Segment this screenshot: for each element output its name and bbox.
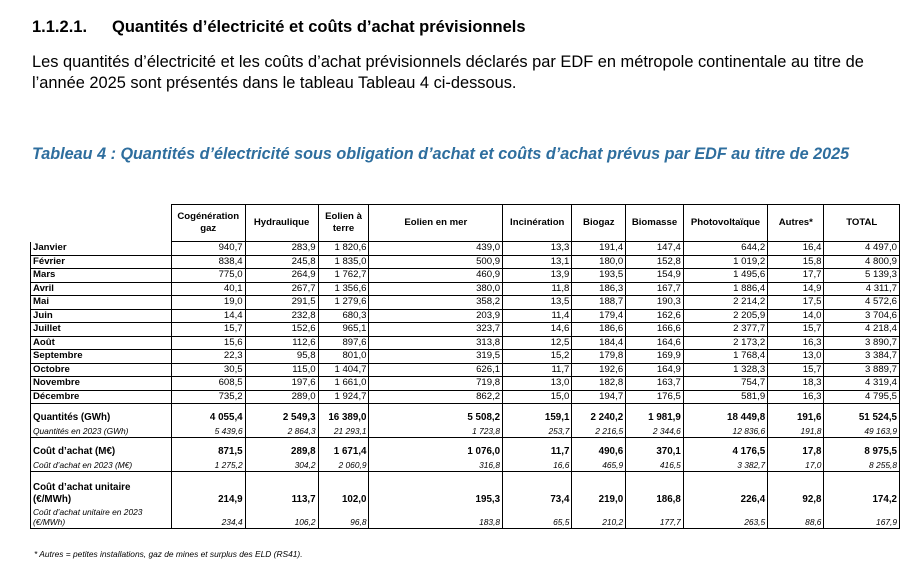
cell-value: 490,6 [572, 446, 626, 459]
cell-value: 380,0 [369, 282, 503, 296]
cell-value: 838,4 [171, 255, 245, 269]
cell-value: 214,9 [171, 480, 245, 506]
cell-value: 1 981,9 [626, 412, 684, 425]
cell-value: 1 820,6 [318, 242, 369, 256]
cell-value: 2 205,9 [683, 309, 767, 323]
cell-value: 1 275,2 [171, 459, 245, 472]
quantites-2023-label: Quantités en 2023 (GWh) [31, 425, 172, 438]
cell-value: 226,4 [683, 480, 767, 506]
spacer-cell [31, 404, 172, 413]
month-label: Octobre [31, 363, 172, 377]
cell-value: 191,8 [768, 425, 824, 438]
month-label: Avril [31, 282, 172, 296]
cout_unitaire-row [31, 480, 900, 506]
cell-value: 439,0 [369, 242, 503, 256]
cell-value: 370,1 [626, 446, 684, 459]
spacer-cell [31, 438, 172, 447]
intro-paragraph: Les quantités d’électricité et les coûts d’achat prévisionnels déclarés par EDF en métropole continentale au titre de l’année 2025 sont présentés dans le tableau Tableau 4 ci-dessous. [32, 53, 864, 92]
cell-value: 4 497,0 [824, 242, 900, 256]
cell-value: 14,6 [503, 323, 572, 337]
cell-value: 3 382,7 [683, 459, 767, 472]
cell-value: 186,8 [626, 480, 684, 506]
cell-value: 159,1 [503, 412, 572, 425]
month-label: Août [31, 336, 172, 350]
cell-value: 15,6 [171, 336, 245, 350]
cout-row [31, 446, 900, 459]
month-label: Juillet [31, 323, 172, 337]
cell-value: 8 975,5 [824, 446, 900, 459]
quantites-2023-row [31, 425, 900, 438]
cell-value: 179,4 [572, 309, 626, 323]
cell-value: 1 762,7 [318, 269, 369, 283]
cell-value: 154,9 [626, 269, 684, 283]
cell-value: 862,2 [369, 390, 503, 404]
cout-2023-label: Coût d’achat en 2023 (M€) [31, 459, 172, 472]
spacer-cell [245, 404, 318, 413]
cell-value: 73,4 [503, 480, 572, 506]
cell-value: 49 163,9 [824, 425, 900, 438]
cell-value: 18 449,8 [683, 412, 767, 425]
month-label: Mai [31, 296, 172, 310]
cell-value: 8 255,8 [824, 459, 900, 472]
cell-value: 166,6 [626, 323, 684, 337]
cell-value: 190,3 [626, 296, 684, 310]
cell-value: 152,6 [245, 323, 318, 337]
cell-value: 115,0 [245, 363, 318, 377]
cell-value: 65,5 [503, 506, 572, 529]
cell-value: 169,9 [626, 350, 684, 364]
col-header: Hydraulique [245, 205, 318, 242]
cell-value: 12,5 [503, 336, 572, 350]
spacer-cell [572, 404, 626, 413]
cout_unitaire-2023-label: Coût d’achat unitaire en 2023 (€/MWh) [31, 506, 172, 529]
cell-value: 416,5 [626, 459, 684, 472]
cell-value: 18,3 [768, 377, 824, 391]
cell-value: 95,8 [245, 350, 318, 364]
cell-value: 358,2 [369, 296, 503, 310]
cell-value: 965,1 [318, 323, 369, 337]
cell-value: 15,7 [768, 323, 824, 337]
cell-value: 19,0 [171, 296, 245, 310]
cell-value: 177,7 [626, 506, 684, 529]
cout-label: Coût d’achat (M€) [31, 446, 172, 459]
cell-value: 289,0 [245, 390, 318, 404]
cell-value: 88,6 [768, 506, 824, 529]
cell-value: 92,8 [768, 480, 824, 506]
cell-value: 11,7 [503, 446, 572, 459]
spacer-cell [626, 404, 684, 413]
cell-value: 644,2 [683, 242, 767, 256]
cell-value: 191,6 [768, 412, 824, 425]
section-number: 1.1.2.1. [32, 18, 88, 36]
spacer-row [31, 472, 900, 481]
cell-value: 17,8 [768, 446, 824, 459]
cout_unitaire-label: Coût d’achat unitaire (€/MWh) [31, 480, 172, 506]
cell-value: 163,7 [626, 377, 684, 391]
cell-value: 15,8 [768, 255, 824, 269]
month-label: Février [31, 255, 172, 269]
spacer-cell [318, 438, 369, 447]
cell-value: 16,6 [503, 459, 572, 472]
month-label: Septembre [31, 350, 172, 364]
cell-value: 897,6 [318, 336, 369, 350]
cell-value: 184,4 [572, 336, 626, 350]
cell-value: 2 240,2 [572, 412, 626, 425]
cell-value: 719,8 [369, 377, 503, 391]
cell-value: 245,8 [245, 255, 318, 269]
cell-value: 14,4 [171, 309, 245, 323]
cell-value: 1 661,0 [318, 377, 369, 391]
cell-value: 940,7 [171, 242, 245, 256]
cell-value: 680,3 [318, 309, 369, 323]
cell-value: 13,1 [503, 255, 572, 269]
section-heading [32, 18, 526, 37]
cell-value: 51 524,5 [824, 412, 900, 425]
cell-value: 16,3 [768, 390, 824, 404]
cell-value: 2 214,2 [683, 296, 767, 310]
cell-value: 263,5 [683, 506, 767, 529]
cell-value: 1 886,4 [683, 282, 767, 296]
cell-value: 1 019,2 [683, 255, 767, 269]
cell-value: 11,8 [503, 282, 572, 296]
spacer-cell [683, 472, 767, 481]
table-row [31, 363, 900, 377]
quantites-row [31, 412, 900, 425]
spacer-cell [768, 438, 824, 447]
cell-value: 2 060,9 [318, 459, 369, 472]
spacer-cell [31, 472, 172, 481]
cell-value: 30,5 [171, 363, 245, 377]
cell-value: 15,2 [503, 350, 572, 364]
cell-value: 316,8 [369, 459, 503, 472]
col-header: Eolien à terre [318, 205, 369, 242]
cell-value: 304,2 [245, 459, 318, 472]
cell-value: 264,9 [245, 269, 318, 283]
cell-value: 319,5 [369, 350, 503, 364]
cell-value: 323,7 [369, 323, 503, 337]
table-row [31, 377, 900, 391]
cell-value: 465,9 [572, 459, 626, 472]
spacer-cell [683, 438, 767, 447]
cell-value: 191,4 [572, 242, 626, 256]
spacer-cell [768, 472, 824, 481]
cell-value: 608,5 [171, 377, 245, 391]
cell-value: 267,7 [245, 282, 318, 296]
cell-value: 4 800,9 [824, 255, 900, 269]
cell-value: 210,2 [572, 506, 626, 529]
cell-value: 1 279,6 [318, 296, 369, 310]
cell-value: 21 293,1 [318, 425, 369, 438]
spacer-cell [171, 472, 245, 481]
cell-value: 14,0 [768, 309, 824, 323]
cell-value: 4 319,4 [824, 377, 900, 391]
cell-value: 188,7 [572, 296, 626, 310]
table-row [31, 350, 900, 364]
cell-value: 4 055,4 [171, 412, 245, 425]
cell-value: 2 173,2 [683, 336, 767, 350]
cell-value: 1 671,4 [318, 446, 369, 459]
table-row [31, 296, 900, 310]
cell-value: 1 404,7 [318, 363, 369, 377]
spacer-cell [369, 404, 503, 413]
cell-value: 192,6 [572, 363, 626, 377]
cell-value: 12 836,6 [683, 425, 767, 438]
cell-value: 4 795,5 [824, 390, 900, 404]
section-title: Quantités d’électricité et coûts d’achat prévisionnels [112, 18, 526, 36]
cell-value: 1 924,7 [318, 390, 369, 404]
table-header-row [31, 205, 900, 242]
col-header: Incinération [503, 205, 572, 242]
spacer-cell [824, 438, 900, 447]
cell-value: 96,8 [318, 506, 369, 529]
col-header: TOTAL [824, 205, 900, 242]
cell-value: 1 495,6 [683, 269, 767, 283]
table-row [31, 242, 900, 256]
spacer-cell [171, 404, 245, 413]
cell-value: 5 439,6 [171, 425, 245, 438]
cell-value: 147,4 [626, 242, 684, 256]
cell-value: 283,9 [245, 242, 318, 256]
cell-value: 179,8 [572, 350, 626, 364]
cell-value: 186,3 [572, 282, 626, 296]
table-row [31, 309, 900, 323]
cell-value: 1 835,0 [318, 255, 369, 269]
cell-value: 754,7 [683, 377, 767, 391]
spacer-cell [369, 472, 503, 481]
cell-value: 16 389,0 [318, 412, 369, 425]
col-header: Biogaz [572, 205, 626, 242]
spacer-cell [245, 438, 318, 447]
cell-value: 3 384,7 [824, 350, 900, 364]
table-row [31, 269, 900, 283]
cell-value: 4 218,4 [824, 323, 900, 337]
cell-value: 186,6 [572, 323, 626, 337]
spacer-row [31, 438, 900, 447]
spacer-cell [824, 472, 900, 481]
cell-value: 626,1 [369, 363, 503, 377]
cell-value: 16,4 [768, 242, 824, 256]
cell-value: 195,3 [369, 480, 503, 506]
spacer-cell [626, 472, 684, 481]
cell-value: 1 076,0 [369, 446, 503, 459]
cell-value: 4 176,5 [683, 446, 767, 459]
cell-value: 11,7 [503, 363, 572, 377]
cell-value: 1 328,3 [683, 363, 767, 377]
monthly-rows [31, 242, 900, 404]
cell-value: 2 344,6 [626, 425, 684, 438]
month-label: Mars [31, 269, 172, 283]
cell-value: 13,5 [503, 296, 572, 310]
col-header: Biomasse [626, 205, 684, 242]
table-row [31, 323, 900, 337]
cell-value: 2 216,5 [572, 425, 626, 438]
cell-value: 13,0 [768, 350, 824, 364]
month-label: Juin [31, 309, 172, 323]
table-footnote: * Autres = petites installations, gaz de mines et surplus des ELD (RS41). [34, 549, 303, 559]
cell-value: 15,0 [503, 390, 572, 404]
spacer-cell [171, 438, 245, 447]
cell-value: 313,8 [369, 336, 503, 350]
spacer-cell [626, 438, 684, 447]
cell-value: 22,3 [171, 350, 245, 364]
cell-value: 17,7 [768, 269, 824, 283]
cell-value: 17,0 [768, 459, 824, 472]
cell-value: 15,7 [171, 323, 245, 337]
cell-value: 162,6 [626, 309, 684, 323]
cell-value: 176,5 [626, 390, 684, 404]
cell-value: 289,8 [245, 446, 318, 459]
cell-value: 253,7 [503, 425, 572, 438]
cell-value: 234,4 [171, 506, 245, 529]
header-blank [31, 205, 172, 242]
cell-value: 2 377,7 [683, 323, 767, 337]
cell-value: 183,8 [369, 506, 503, 529]
cell-value: 17,5 [768, 296, 824, 310]
cell-value: 14,9 [768, 282, 824, 296]
spacer-cell [768, 404, 824, 413]
cell-value: 775,0 [171, 269, 245, 283]
cell-value: 164,6 [626, 336, 684, 350]
cell-value: 15,7 [768, 363, 824, 377]
spacer-cell [503, 438, 572, 447]
cell-value: 152,8 [626, 255, 684, 269]
spacer-cell [318, 404, 369, 413]
cell-value: 801,0 [318, 350, 369, 364]
cell-value: 197,6 [245, 377, 318, 391]
table-row [31, 282, 900, 296]
cout_unitaire-2023-row [31, 506, 900, 529]
purchase-table [30, 204, 900, 529]
spacer-cell [245, 472, 318, 481]
month-label: Novembre [31, 377, 172, 391]
cell-value: 13,3 [503, 242, 572, 256]
cell-value: 1 723,8 [369, 425, 503, 438]
cell-value: 180,0 [572, 255, 626, 269]
col-header: Eolien en mer [369, 205, 503, 242]
cell-value: 219,0 [572, 480, 626, 506]
cell-value: 167,7 [626, 282, 684, 296]
spacer-cell [683, 404, 767, 413]
col-header: Autres* [768, 205, 824, 242]
cell-value: 194,7 [572, 390, 626, 404]
cell-value: 581,9 [683, 390, 767, 404]
spacer-cell [572, 472, 626, 481]
col-header: Cogénération gaz [171, 205, 245, 242]
month-label: Décembre [31, 390, 172, 404]
cell-value: 4 311,7 [824, 282, 900, 296]
cell-value: 5 508,2 [369, 412, 503, 425]
cell-value: 2 864,3 [245, 425, 318, 438]
cell-value: 40,1 [171, 282, 245, 296]
cell-value: 174,2 [824, 480, 900, 506]
cell-value: 203,9 [369, 309, 503, 323]
cell-value: 2 549,3 [245, 412, 318, 425]
cell-value: 13,0 [503, 377, 572, 391]
month-label: Janvier [31, 242, 172, 256]
cell-value: 871,5 [171, 446, 245, 459]
spacer-cell [503, 404, 572, 413]
quantites-label: Quantités (GWh) [31, 412, 172, 425]
spacer-cell [503, 472, 572, 481]
cell-value: 112,6 [245, 336, 318, 350]
cell-value: 291,5 [245, 296, 318, 310]
table-row [31, 336, 900, 350]
cell-value: 16,3 [768, 336, 824, 350]
cell-value: 193,5 [572, 269, 626, 283]
cell-value: 102,0 [318, 480, 369, 506]
spacer-row [31, 404, 900, 413]
cell-value: 1 356,6 [318, 282, 369, 296]
table-row [31, 390, 900, 404]
cell-value: 232,8 [245, 309, 318, 323]
cell-value: 182,8 [572, 377, 626, 391]
cell-value: 460,9 [369, 269, 503, 283]
cell-value: 167,9 [824, 506, 900, 529]
cell-value: 3 704,6 [824, 309, 900, 323]
summary-rows [31, 404, 900, 529]
cell-value: 500,9 [369, 255, 503, 269]
cell-value: 5 139,3 [824, 269, 900, 283]
cell-value: 4 572,6 [824, 296, 900, 310]
cell-value: 3 889,7 [824, 363, 900, 377]
cout-2023-row [31, 459, 900, 472]
spacer-cell [572, 438, 626, 447]
col-header: Photovoltaïque [683, 205, 767, 242]
cell-value: 11,4 [503, 309, 572, 323]
cell-value: 1 768,4 [683, 350, 767, 364]
table-caption: Tableau 4 : Quantités d’électricité sous obligation d’achat et coûts d’achat prévus par EDF au titre de 2025 [32, 145, 850, 163]
cell-value: 735,2 [171, 390, 245, 404]
spacer-cell [824, 404, 900, 413]
cell-value: 3 890,7 [824, 336, 900, 350]
cell-value: 13,9 [503, 269, 572, 283]
table-row [31, 255, 900, 269]
spacer-cell [318, 472, 369, 481]
cell-value: 164,9 [626, 363, 684, 377]
cell-value: 113,7 [245, 480, 318, 506]
cell-value: 106,2 [245, 506, 318, 529]
spacer-cell [369, 438, 503, 447]
